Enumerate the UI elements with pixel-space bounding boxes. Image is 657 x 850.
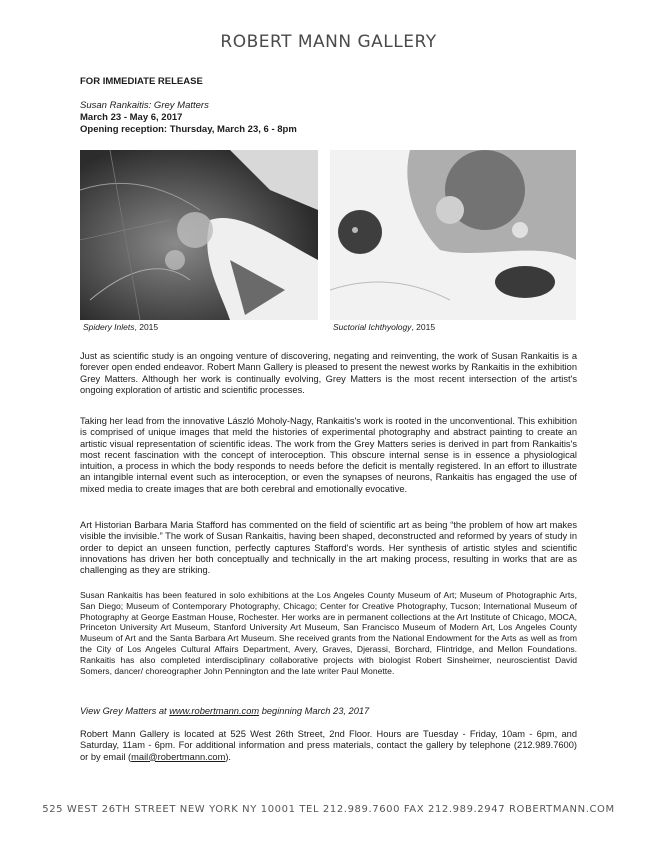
- view-suffix: beginning March 23, 2017: [259, 706, 370, 716]
- body-paragraph-critique: Art Historian Barbara Maria Stafford has commented on the field of scientific art as being “the problem of how art makes visible the invisible.” The work of Susan Rankaitis, having been shaped, deconstructed and reformed by years of study in order to depict an unseen function, perfectly captures Stafford's words. Her synthesis of artistic styles and scientific innovations has driven her both conceptually and technically in the art making process, resulting in works that are as challenging as they are striking.: [80, 520, 577, 576]
- footer-address: 525 WEST 26TH STREET NEW YORK NY 10001 TEL 212.989.7600 FAX 212.989.2947 ROBERTMANN.COM: [42, 804, 615, 815]
- release-label: FOR IMMEDIATE RELEASE: [80, 76, 203, 87]
- exhibition-title: Susan Rankaitis: Grey Matters: [80, 100, 209, 111]
- website-link[interactable]: www.robertmann.com: [169, 706, 260, 716]
- body-paragraph-contact: [80, 729, 577, 763]
- view-prefix: View Grey Matters at: [80, 706, 170, 716]
- exhibition-info: [80, 100, 297, 136]
- artwork-title: Suctorial Ichthyology: [333, 322, 412, 332]
- view-online-line: [80, 706, 369, 716]
- opening-reception: Opening reception: Thursday, March 23, 6 - 8pm: [80, 124, 297, 135]
- artwork-image-spidery-inlets: [80, 150, 318, 320]
- artwork-caption: [333, 322, 435, 332]
- gallery-letterhead: ROBERT MANN GALLERY: [220, 32, 437, 52]
- email-link[interactable]: mail@robertmann.com: [131, 751, 226, 762]
- contact-text: Robert Mann Gallery is located at 525 West 26th Street, 2nd Floor. Hours are Tuesday - Friday, 10am - 6pm, and Saturday, 11am - 6pm. For additional information and press materials, contact the gallery by telephone (212.989.7600) or by email (: [80, 729, 577, 762]
- artwork-year: , 2015: [134, 322, 159, 332]
- artwork-title: Spidery Inlets: [83, 322, 135, 332]
- artwork-image-suctorial-ichthyology: [330, 150, 576, 320]
- body-paragraph-intro: Just as scientific study is an ongoing venture of discovering, negating and reinventing, the work of Susan Rankaitis is a forever open ended endeavor. Robert Mann Gallery is pleased to present the newest works by Rankaitis in the exhibition Grey Matters. Although her work is continually evolving, Grey Matters is the most recent intersection of the artist's ongoing exploration of artistic and scientific processes.: [80, 351, 577, 395]
- body-paragraph-bio: Susan Rankaitis has been featured in solo exhibitions at the Los Angeles County Museum of Art; Museum of Photographic Arts, San Diego; Museum of Contemporary Photography, Chicago; Center for Creative Photography, Tucson; International Museum of Photography at George Eastman House, Rochester. Her works are in permanent collections at the Art Institute of Chicago, MOCA, Princeton University Art Museum, Stanford University Art Museum, San Francisco Museum of Modern Art, Los Angeles County Museum of Art and the Santa Barbara Art Museum. She received grants from the National Endowment for the Arts as well as from the City of Los Angeles Cultural Affairs Department, Avery, Graves, Djerassi, Borchard, Flintridge, and Mellon Foundations. Rankaitis has also completed interdisciplinary collaborative projects with biologist Robert Sinsheimer, neuroscientist David Somers, dancer/ choreographer John Pennington and the late writer Paul Monette.: [80, 590, 577, 676]
- exhibition-dates: March 23 - May 6, 2017: [80, 112, 183, 123]
- artwork-year: , 2015: [411, 322, 436, 332]
- contact-end: ).: [225, 751, 232, 762]
- body-paragraph-background: Taking her lead from the innovative László Moholy-Nagy, Rankaitis's work is rooted in the unconventional. This exhibition is comprised of unique images that meld the histories of experimental photography and abstract painting to create an artistic visual representation of scientific ideas. The work from the Grey Matters series is derived in part from Rankaitis's most recent fascination with the concept of interoception. This obscure internal sense is in essence a physiological intuition, a process in which the body responds to needs before the deficit is mentally registered. In an effort to illustrate an intangible internal event such as interoception, or even the synapses of neurons, Rankaitis has engaged the use of mixed media to create images that are both cerebral and emotionally evocative.: [80, 416, 577, 494]
- artwork-caption: [83, 322, 158, 332]
